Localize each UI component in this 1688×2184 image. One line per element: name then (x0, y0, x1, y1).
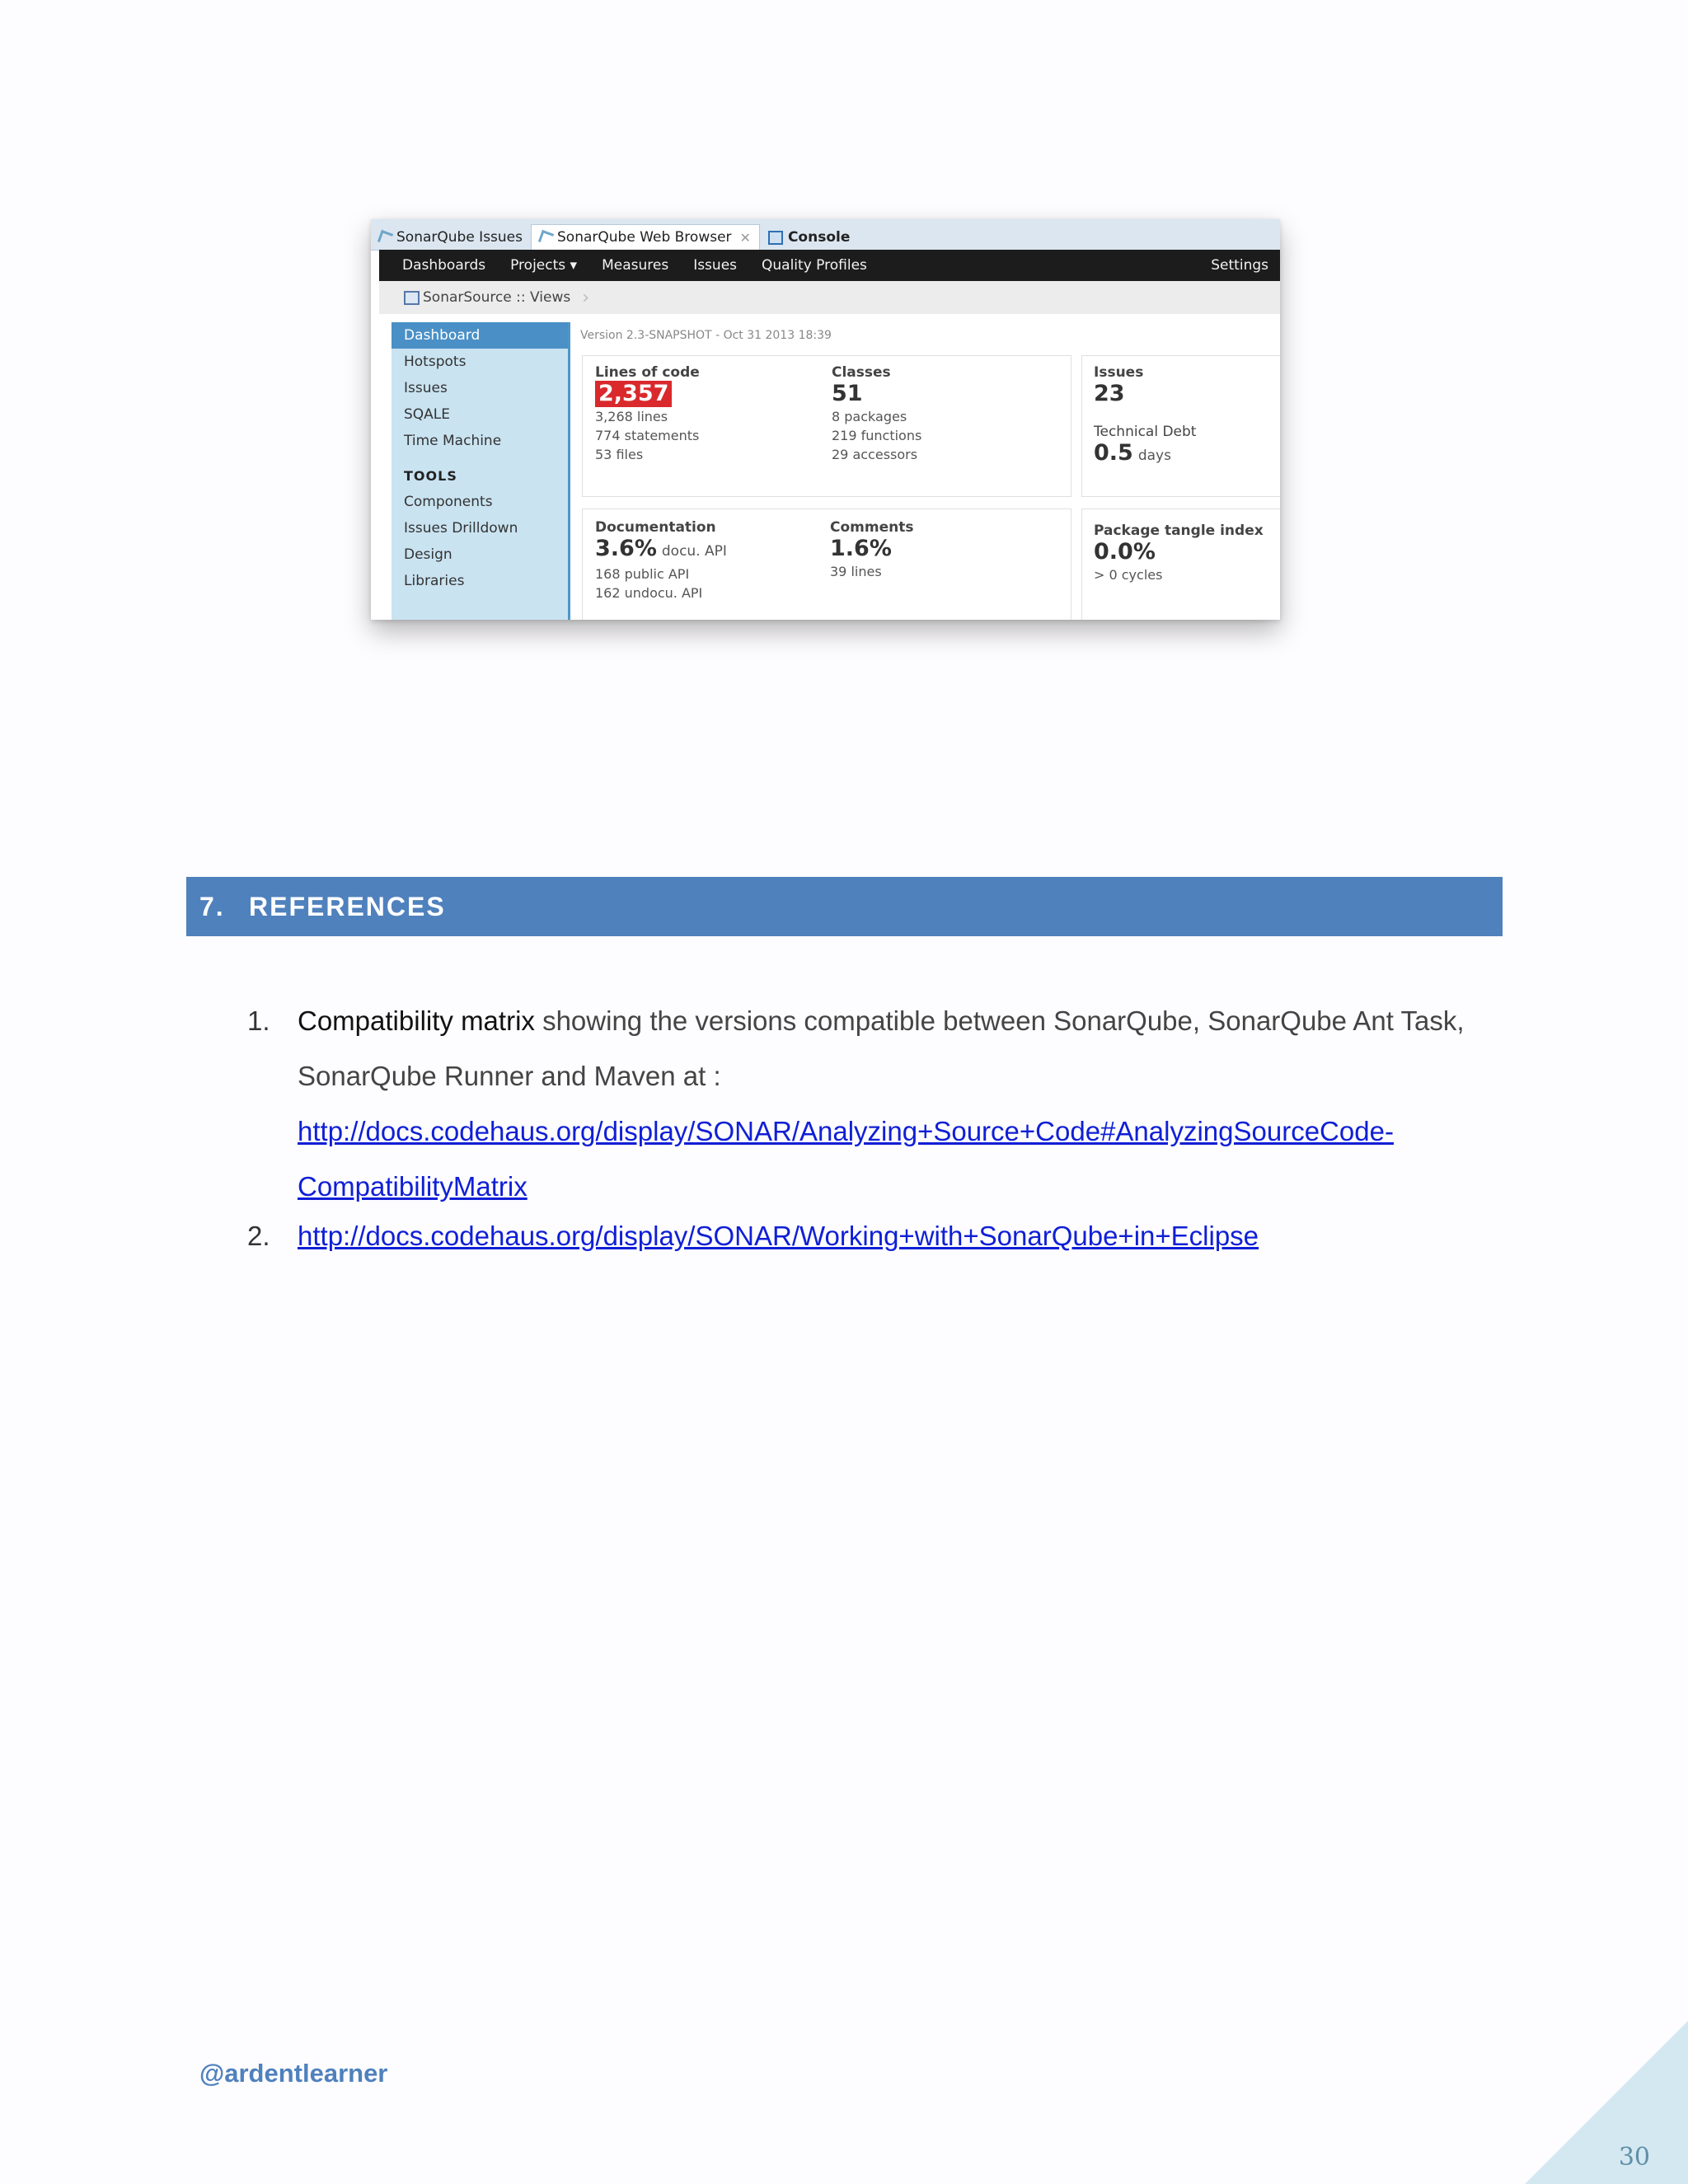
sidebar-item-libraries[interactable]: Libraries (404, 573, 465, 589)
list-item (247, 1005, 1484, 1214)
nav-settings[interactable]: Settings (1211, 257, 1268, 274)
package-tangle-widget (1081, 509, 1280, 620)
tab-label: SonarQube Issues (396, 229, 523, 246)
classes-value[interactable]: 51 (832, 381, 863, 406)
breadcrumb-project[interactable]: SonarSource :: Views (423, 289, 571, 306)
list-item-body (298, 993, 1484, 1214)
console-icon (768, 231, 783, 245)
technical-debt-label: Technical Debt (1094, 424, 1197, 440)
sonarqube-icon (377, 229, 393, 245)
documentation-unit: docu. API (661, 543, 727, 560)
reference-title: Compatibility matrix (298, 1005, 535, 1036)
nav-projects-label: Projects (510, 257, 566, 274)
sonarqube-screenshot (371, 219, 1280, 620)
list-item-body (298, 1208, 1259, 1263)
sidebar-tools-heading: TOOLS (404, 468, 457, 484)
technical-debt-number: 0.5 (1094, 440, 1133, 466)
lines-of-code-value[interactable]: 2,357 (595, 381, 672, 407)
close-icon[interactable]: ✕ (739, 229, 751, 246)
packages-count[interactable]: 8 packages (832, 409, 907, 424)
sidebar-item-time-machine[interactable]: Time Machine (404, 433, 502, 449)
tab-sonarqube-web-browser[interactable] (531, 224, 760, 250)
top-navbar (379, 250, 1280, 281)
comments-widget (582, 509, 1071, 620)
comment-lines-count[interactable]: 39 lines (830, 564, 882, 579)
documentation-percent: 3.6% (595, 536, 657, 561)
size-widget (582, 355, 1071, 497)
documentation-label: Documentation (595, 519, 716, 536)
sidebar-item-hotspots[interactable]: Hotspots (404, 354, 467, 370)
reference-link-part1: http://docs.codehaus.org/display/SONAR/Analyzing+Source+Code#AnalyzingSourceCode- (298, 1116, 1394, 1146)
public-api-count[interactable]: 168 public API (595, 566, 690, 582)
classes-label: Classes (832, 364, 891, 381)
author-handle: @ardentlearner (199, 2059, 388, 2088)
nav-measures[interactable]: Measures (602, 257, 669, 274)
dashboard-content (580, 322, 1280, 620)
accessors-count[interactable]: 29 accessors (832, 447, 918, 462)
lines-count[interactable]: 3,268 lines (595, 409, 668, 424)
package-tangle-label: Package tangle index (1094, 523, 1264, 539)
statements-count[interactable]: 774 statements (595, 428, 700, 443)
sidebar-item-dashboard[interactable]: Dashboard (392, 322, 568, 349)
sidebar-item-issues-drilldown[interactable]: Issues Drilldown (404, 520, 518, 537)
list-item-number: 2. (247, 1221, 270, 1251)
package-tangle-value[interactable]: 0.0% (1094, 539, 1156, 565)
sidebar-item-issues[interactable]: Issues (404, 380, 448, 396)
sonarqube-icon (538, 229, 554, 245)
undocumented-api-count[interactable]: 162 undocu. API (595, 585, 703, 601)
references-list (247, 1005, 1484, 1263)
reference-text: showing the versions compatible between SonarQube, SonarQube Ant Task, SonarQube Runner and Maven at : (298, 1005, 1465, 1091)
comments-value[interactable]: 1.6% (830, 536, 892, 561)
corner-decoration (1525, 2021, 1688, 2184)
views-icon (404, 291, 420, 305)
section-heading (186, 877, 1503, 936)
section-title: REFERENCES (249, 891, 446, 921)
sidebar-item-sqale[interactable]: SQALE (404, 406, 451, 423)
nav-dashboards[interactable]: Dashboards (402, 257, 486, 274)
chevron-right-icon: › (582, 287, 590, 308)
nav-issues[interactable]: Issues (693, 257, 738, 274)
reference-link-part2: CompatibilityMatrix (298, 1171, 528, 1202)
technical-debt-unit: days (1137, 448, 1171, 464)
issues-label: Issues (1094, 364, 1144, 381)
sidebar-item-design[interactable]: Design (404, 546, 452, 563)
nav-quality-profiles[interactable]: Quality Profiles (762, 257, 867, 274)
page-number: 30 (1618, 2143, 1650, 2172)
cycles-count[interactable]: > 0 cycles (1094, 567, 1163, 583)
tab-label: Console (787, 229, 851, 246)
lines-of-code-label: Lines of code (595, 364, 700, 381)
sidebar (392, 322, 570, 620)
list-item-number: 1. (247, 1005, 270, 1036)
sidebar-item-components[interactable]: Components (404, 494, 493, 510)
issues-widget (1081, 355, 1280, 497)
caret-down-icon: ▾ (570, 257, 578, 274)
comments-label: Comments (830, 519, 914, 536)
documentation-value[interactable] (595, 536, 727, 565)
section-number: 7. (199, 891, 225, 921)
tab-label: SonarQube Web Browser (557, 229, 732, 246)
tab-sonarqube-issues[interactable] (371, 225, 531, 250)
breadcrumb (379, 281, 1280, 314)
nav-projects[interactable] (510, 257, 577, 274)
reference-link[interactable] (298, 1116, 1394, 1202)
functions-count[interactable]: 219 functions (832, 428, 922, 443)
tab-console[interactable] (760, 225, 858, 250)
list-item (247, 1221, 1484, 1263)
files-count[interactable]: 53 files (595, 447, 644, 462)
issues-value[interactable]: 23 (1094, 381, 1125, 406)
reference-link[interactable]: http://docs.codehaus.org/display/SONAR/Working+with+SonarQube+in+Eclipse (298, 1221, 1259, 1251)
version-info: Version 2.3-SNAPSHOT - Oct 31 2013 18:39 (580, 329, 832, 342)
technical-debt-value[interactable] (1094, 440, 1196, 469)
eclipse-view-tabs (371, 219, 1280, 251)
